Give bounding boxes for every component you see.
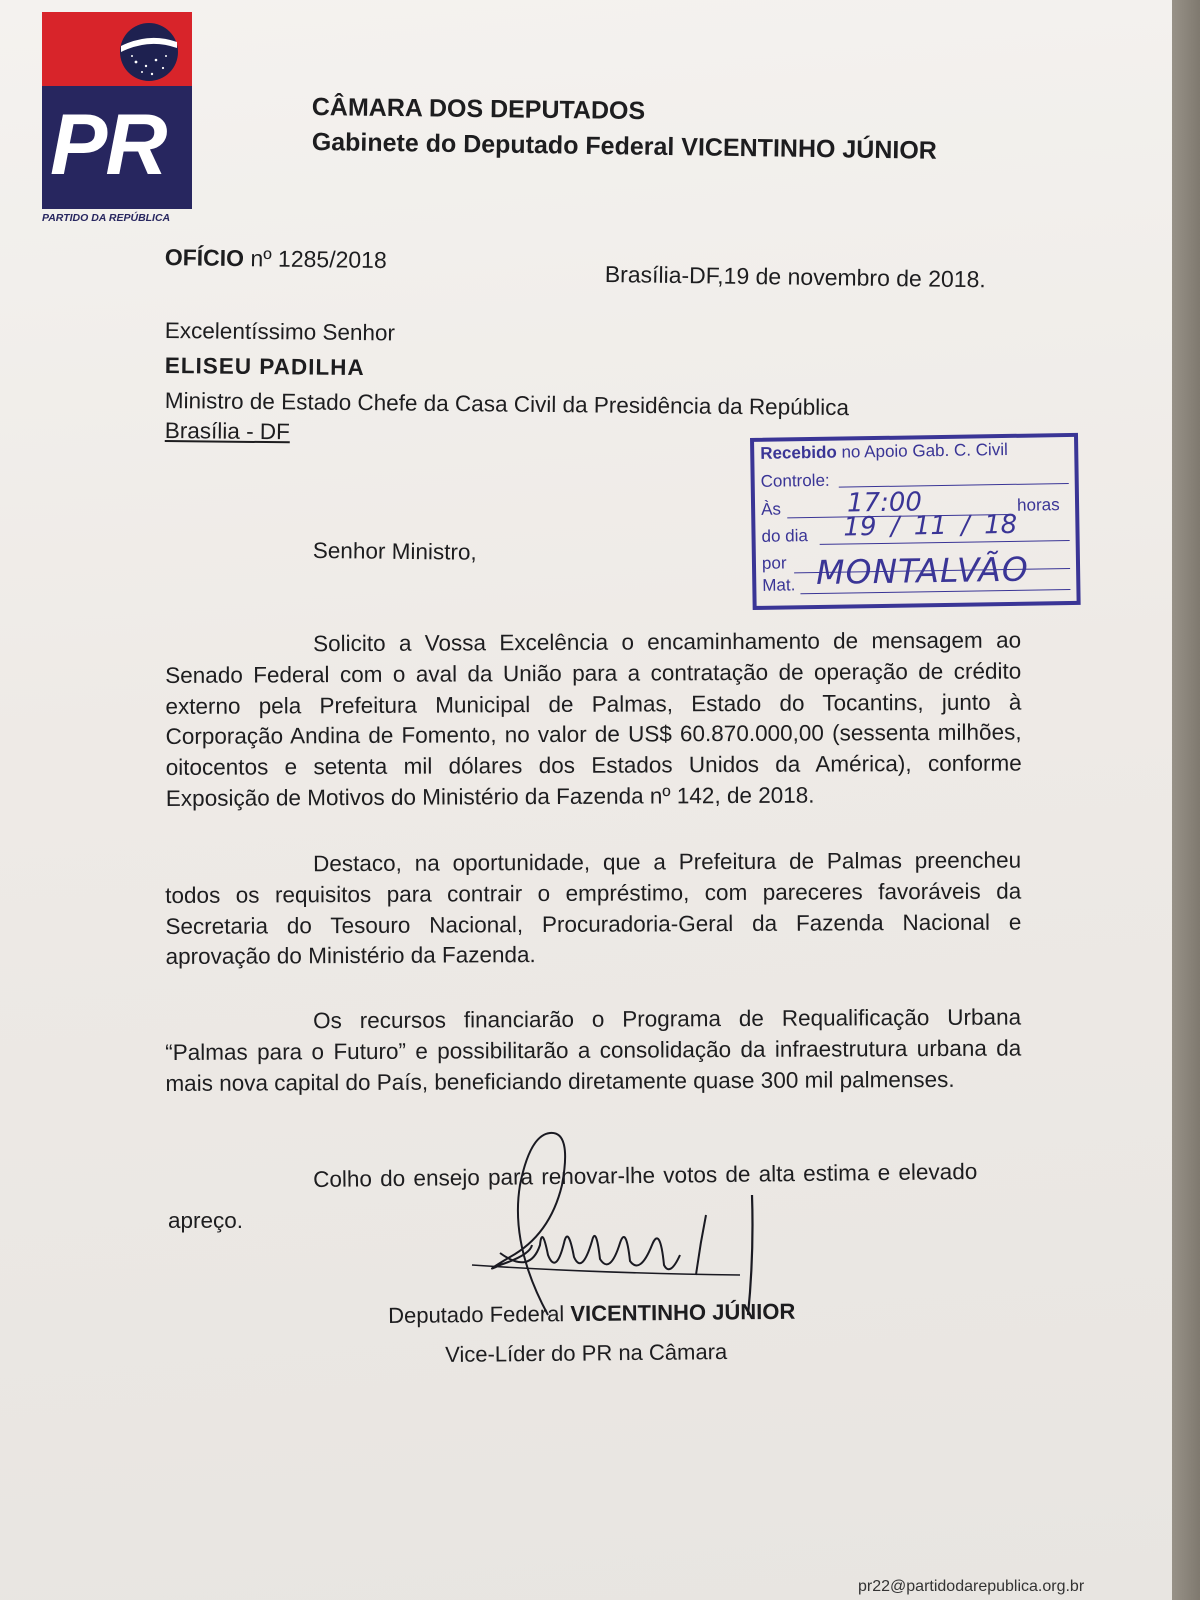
- body-paragraph-2: Destaco, na oportunidade, que a Prefeitura de Palmas preencheu todos os requisitos para contrair o empréstimo, com pareceres favoráveis da Secretaria do Tesouro Nacional, Procuradoria-Geral da Fazenda Nacional e aprovação do Ministério da Fazenda.: [165, 847, 1022, 970]
- office-heading: Gabinete do Deputado Federal VICENTINHO JÚNIOR: [311, 128, 938, 165]
- received-stamp: [750, 433, 1081, 610]
- logo-party-name: PARTIDO DA REPÚBLICA: [42, 212, 171, 224]
- addressee-title: Ministro de Estado Chefe da Casa Civil da Presidência da República: [164, 388, 850, 421]
- signer-line: [388, 1299, 795, 1329]
- body-paragraph-3: Os recursos financiarão o Programa de Requalificação Urbana “Palmas para o Futuro” e possibilitarão a consolidação da infraestrutura urbana da mais nova capital do País, beneficiando diretamente quase 300 mil palmenses.: [165, 1004, 1022, 1096]
- reference-label: OFÍCIO: [164, 244, 245, 272]
- handwritten-signature: [470, 1125, 780, 1325]
- reference-number: nº 1285/2018: [250, 245, 387, 274]
- addressee-salutation: Excelentíssimo Senhor: [164, 318, 396, 346]
- stamp-at-label: Às: [760, 499, 782, 519]
- stamp-received-place: no Apoio Gab. C. Civil: [841, 439, 1008, 462]
- logo-abbreviation: PR: [50, 97, 166, 193]
- closing-line-2: apreço.: [168, 1208, 244, 1233]
- addressee-city: Brasília - DF: [164, 418, 291, 445]
- signer-prefix: Deputado Federal: [388, 1301, 565, 1328]
- stamp-day-value: 19 / 11 / 18: [843, 509, 1018, 543]
- stamp-hours-label: horas: [1016, 495, 1060, 515]
- addressee-name: ELISEU PADILHA: [164, 353, 365, 381]
- signer-name: VICENTINHO JÚNIOR: [570, 1298, 796, 1327]
- stamp-by-label: por: [761, 553, 787, 573]
- document-reference: [165, 244, 387, 274]
- stamp-time: 17:00: [846, 487, 923, 519]
- stamp-control-label: Controle:: [760, 470, 830, 491]
- closing-line-1: Colho do ensejo para renovar-lhe votos de alta estima e elevado: [313, 1158, 978, 1192]
- chamber-heading: CÂMARA DOS DEPUTADOS: [311, 93, 646, 126]
- party-logo: [42, 12, 192, 224]
- stamp-received-by: MONTALVÃO: [815, 549, 1030, 592]
- footer-email: pr22@partidodarepublica.org.br: [858, 1578, 1085, 1595]
- greeting: Senhor Ministro,: [312, 538, 477, 565]
- document-date: Brasília-DF,19 de novembro de 2018.: [604, 261, 986, 293]
- globe-icon: [118, 22, 180, 82]
- signer-role: Vice-Líder do PR na Câmara: [445, 1339, 728, 1367]
- stamp-received-label: Recebido: [760, 442, 837, 463]
- body-paragraph-1: Solicito a Vossa Excelência o encaminhamento de mensagem ao Senado Federal com o aval da União para a contratação de operação de crédito externo pela Prefeitura Municipal de Palmas, Estado do Tocantins, junto à Corporação Andina de Fomento, no valor de US$ 60.870.000,00 (sessenta milhões, oitocentos e setenta mil dólares dos Estados Unidos da América), conforme Exposição de Motivos do Ministério da Fazenda nº 142, de 2018.: [165, 627, 1022, 811]
- stamp-day-label: do dia: [761, 526, 809, 546]
- stamp-mat-label: Mat.: [762, 575, 796, 595]
